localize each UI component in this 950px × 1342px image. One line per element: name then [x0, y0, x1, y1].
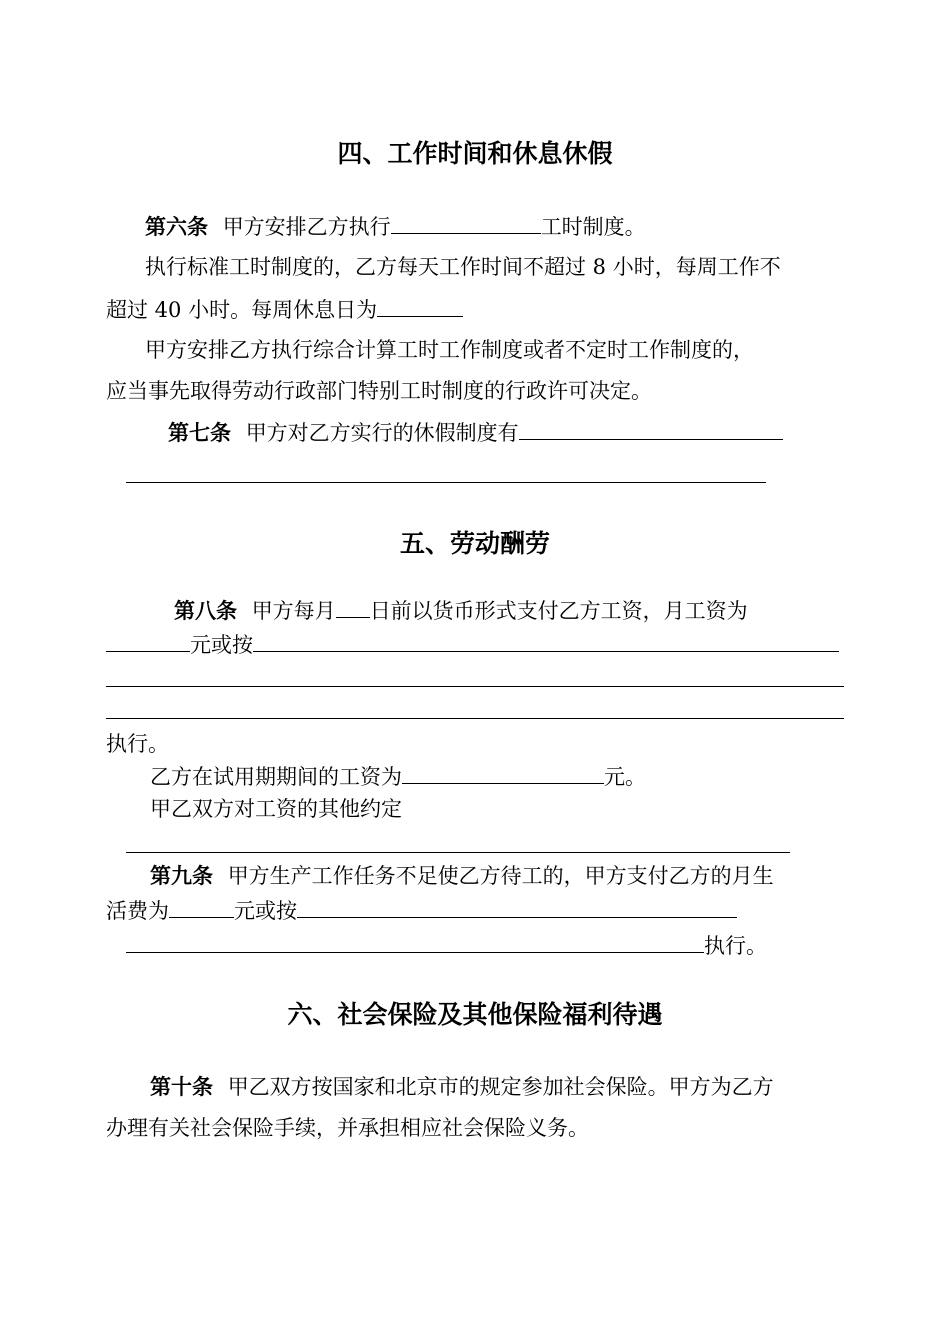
article-6-label: 第六条: [145, 215, 208, 239]
article-8-text-c: 元或按: [190, 633, 253, 657]
article-9-line-2: [106, 896, 737, 925]
article-6-text-a: 甲方安排乙方执行: [222, 215, 391, 239]
probation-wage-blank[interactable]: [402, 762, 604, 784]
article-6-text-b: 工时制度。: [540, 215, 646, 239]
article-6-line-1: [145, 212, 646, 241]
article-8-label: 第八条: [174, 599, 237, 623]
article-6-para-2-line-2: [106, 295, 463, 324]
article-7-line-1: [168, 418, 783, 447]
article-9-label: 第九条: [150, 864, 213, 888]
article-9-text-b: 元或按: [234, 899, 297, 923]
article-10-line-2: 办理有关社会保险手续，并承担相应社会保险义务。: [106, 1116, 589, 1140]
article-8-line-1: [174, 596, 748, 625]
article-10-label: 第十条: [150, 1075, 213, 1099]
living-allowance-method-blank[interactable]: [297, 896, 737, 918]
other-wage-agreement-text: 甲乙双方对工资的其他约定: [150, 797, 402, 821]
vacation-system-blank-line-2[interactable]: [126, 482, 766, 483]
article-8-text-b: 日前以货币形式支付乙方工资，月工资为: [369, 599, 748, 623]
article-8-text-a: 甲方每月: [251, 599, 336, 623]
work-hour-system-blank[interactable]: [391, 212, 541, 234]
wage-method-blank[interactable]: [253, 630, 839, 652]
article-9-line-1-text: 甲方生产工作任务不足使乙方待工的，甲方支付乙方的月生: [227, 864, 774, 888]
section-heading-4: 四、工作时间和休息休假: [337, 139, 613, 168]
article-7-label: 第七条: [168, 421, 231, 445]
probation-wage-text-a: 乙方在试用期期间的工资为: [150, 765, 402, 789]
article-8-line-2: [106, 630, 839, 659]
article-10-line-1-text: 甲乙双方按国家和北京市的规定参加社会保险。甲方为乙方: [227, 1075, 774, 1099]
monthly-wage-blank[interactable]: [106, 630, 190, 652]
wage-method-blank-line-2[interactable]: [106, 686, 844, 687]
article-6-para-2-text: 超过 40 小时。每周休息日为: [106, 298, 378, 322]
section-heading-5: 五、劳动酬劳: [399, 529, 550, 558]
vacation-system-blank[interactable]: [519, 418, 783, 440]
probation-wage-text-b: 元。: [604, 765, 646, 789]
wage-method-blank-line-3[interactable]: [106, 718, 844, 719]
article-9-line-3: [126, 931, 767, 960]
article-9-text-c: 执行。: [704, 934, 767, 958]
article-6-para-3-line-2: 应当事先取得劳动行政部门特别工时制度的行政许可决定。: [106, 379, 652, 403]
article-6-para-3-line-1: 甲方安排乙方执行综合计算工时工作制度或者不定时工作制度的，: [145, 338, 754, 362]
article-6-para-2-line-1: 执行标准工时制度的，乙方每天工作时间不超过 8 小时，每周工作不: [145, 255, 781, 279]
probation-wage-line: [150, 762, 646, 791]
living-allowance-blank[interactable]: [169, 896, 234, 918]
article-9-text-a: 活费为: [106, 899, 169, 923]
other-wage-agreement-blank[interactable]: [126, 852, 790, 853]
article-7-text: 甲方对乙方实行的休假制度有: [245, 421, 519, 445]
article-8-execute-text: 执行。: [106, 732, 169, 756]
article-10-line-1: [150, 1073, 774, 1101]
living-allowance-method-blank-2[interactable]: [126, 931, 704, 953]
section-heading-6: 六、社会保险及其他保险福利待遇: [287, 1000, 663, 1029]
pay-day-blank[interactable]: [336, 596, 370, 618]
rest-day-blank[interactable]: [377, 295, 463, 317]
article-9-line-1: [150, 862, 774, 890]
